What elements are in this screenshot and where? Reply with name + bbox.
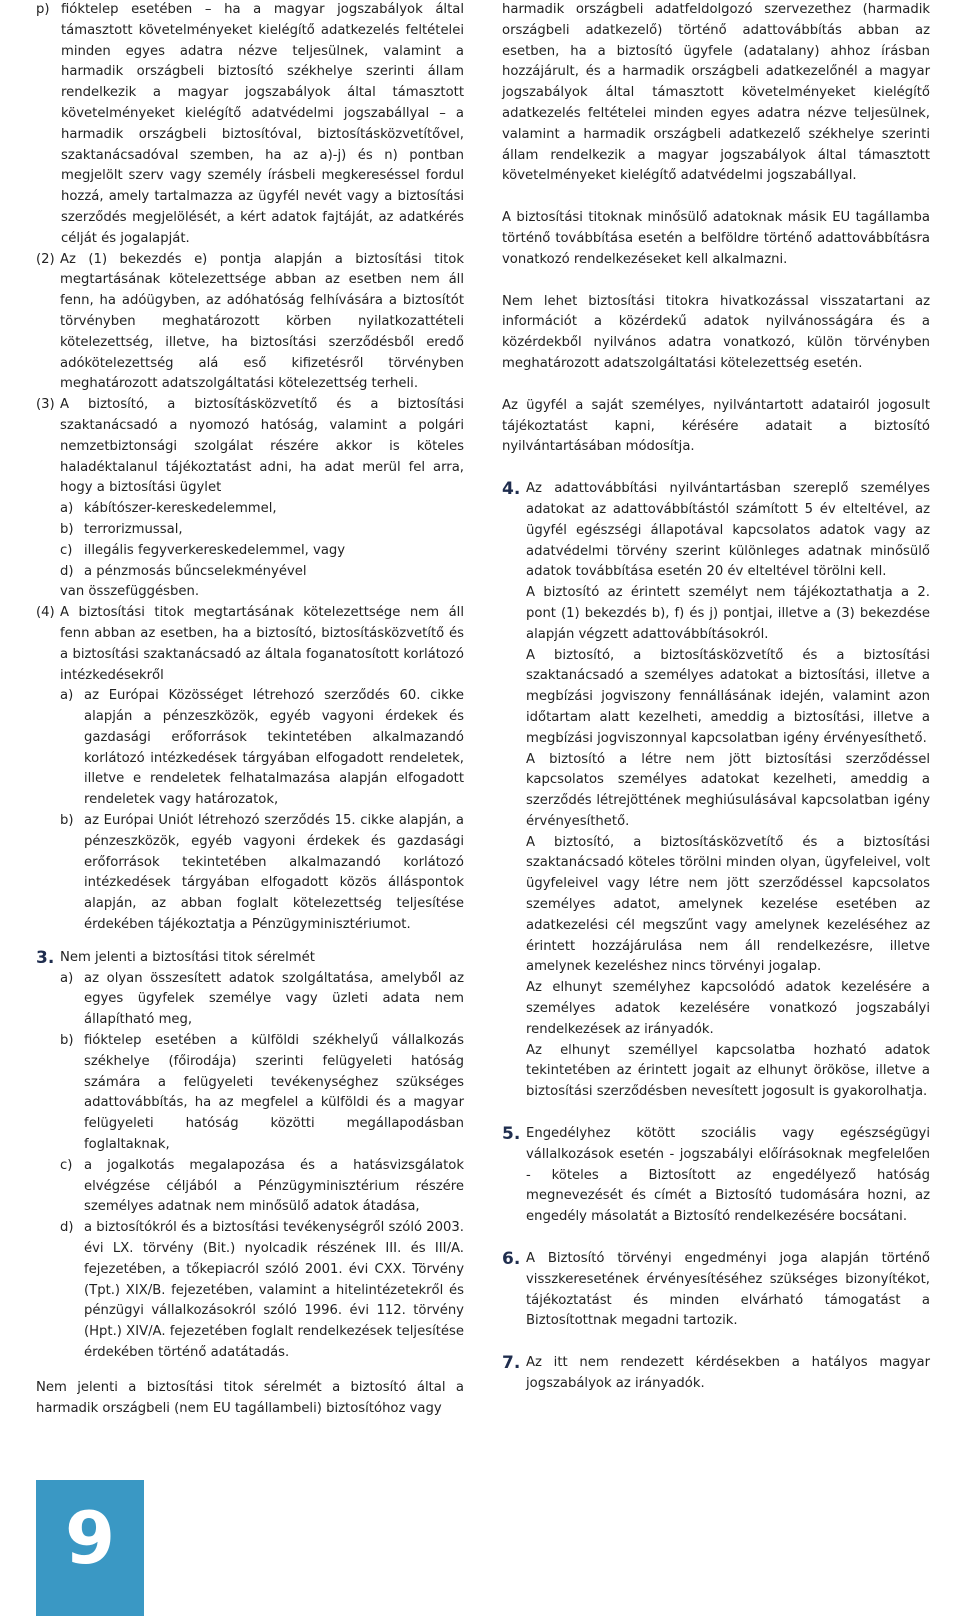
list-item [36,811,464,936]
section-paragraph: Az elhunyt személyhez kapcsolódó adatok kezelésére a személyes adatok kezelésére vonatkozó jogszabályi rendelkezések az irányadók. [526,980,930,1037]
intro-paragraph: A biztosítási titoknak minősülő adatoknak másik EU tagállamba történő továbbítása esetén a belföldre történő adattovábbításra vonatkozó rendelkezéseket kell alkalmazni. [502,210,930,267]
page-number: 9 [64,1496,116,1580]
section-text: Nem jelenti a biztosítási titok sérelmét [60,949,315,965]
right-column [502,0,930,1395]
list-item-label: d) [60,563,74,579]
list-item-text: fióktelep esetében a külföldi székhelyű vállalkozás székhelye (főirodája) szerinti felügyeleti hatóság számára a felügyeleti tevékenységhez szükséges adattovábbítás, ha az megfelel a külföldi és a magyar felügyeleti hatóság közötti megállapodásban foglaltaknak, [84,1033,464,1153]
list-item-label: b) [60,521,74,537]
section-7 [502,1353,930,1395]
list-item-text: az Európai Közösséget létrehozó szerződés 60. cikke alapján a pénzeszközök, egyéb vagyoni érdekek és gazdasági erőforrások tekintetében alkalmazandó korlátozó intézkedések tárgyában elfogadott rendeletek, illetve e rendeletek felhatalmazása alapján elfogadott rendeletek vagy határozatok, [84,688,464,808]
left-column [36,0,464,1419]
paragraph-tail: van összefüggésben. [60,584,200,600]
list-item [36,1031,464,1156]
list-item-label: a) [60,688,74,704]
list-item [36,1218,464,1364]
section-paragraph: Az itt nem rendezett kérdésekben a hatályos magyar jogszabályok az irányadók. [526,1355,930,1392]
list-item-text: kábítószer-kereskedelemmel, [84,501,277,517]
list-item-label: a) [60,501,74,517]
list-item-label: c) [60,542,73,558]
paragraph-text: A biztosító, a biztosításközvetítő és a biztosítási szaktanácsadó a nyomozó hatóság, valamint a polgári nemzetbiztonsági szolgálat részére akkor is köteles haladéktalanul tájékoztatást adni, ha adat merül fel arra, hogy a biztosítási ügylet [60,397,464,496]
list-item-text: a jogalkotás megalapozása és a hatásvizsgálatok elvégzése céljából a Pénzügyminisztérium részére személyes adatnak nem minősülő adatok átadása, [84,1157,464,1215]
item-p [36,0,464,250]
list-item-label: c) [60,1157,73,1173]
section-number: 5. [502,1124,521,1145]
closing-paragraph: Nem jelenti a biztosítási titok sérelmét a biztosító által a harmadik országbeli (nem EU tagállambeli) biztosítóhoz vagy [36,1379,464,1416]
item-label: p) [36,2,50,17]
paragraph-number: (3) [36,397,55,413]
section-paragraph: A biztosító a létre nem jött biztosítási szerződéssel kapcsolatos személyes adatokat kezelheti, ameddig a szerződés létrejöttének meghiúsulásával kapcsolatban igény érvényesíthető. [526,751,930,829]
section-3 [36,948,464,969]
list-item [36,686,464,811]
list-item-text: a biztosítókról és a biztosítási tevékenységről szóló 2003. évi LX. törvény (Bit.) nyolcadik részének III. és III/A. fejezetében, a tőkepiacról szóló 2001. évi CXX. Törvény (Tpt.) XIX/B. fejezetében, valamint a hitelintézetekről és pénzügyi vállalkozásokról szóló 1996. évi 112. törvény (Hpt.) XIV/A. fejezetében foglalt rendelkezések teljesítése érdekében történő adatátadás. [84,1220,464,1360]
paragraph-number: (4) [36,605,55,621]
list-item [36,562,464,583]
paragraph-2 [36,250,464,396]
section-5 [502,1124,930,1228]
section-4 [502,479,930,1103]
section-number: 6. [502,1249,521,1270]
intro-paragraph: harmadik országbeli adatfeldolgozó szervezethez (harmadik országbeli adatkezelő) történő adattovábbítás abban az esetben, ha a biztosító ügyfele (adatalany) ahhoz írásban hozzájárult, és a harmadik országbeli adatkezelőnél a magyar jogszabályok által támasztott követelményeket kielégítő adatkezelés feltételei minden egyes adatra nézve teljesülnek, valamint a harmadik országbeli adatkezelő székhelye szerinti állam rendelkezik a magyar jogszabályok által támasztott követelményeket kielégítő adatvédelmi jogszabállyal. [502,2,930,184]
page-number-box [36,1480,144,1616]
list-item [36,499,464,520]
list-item-label: b) [60,813,74,829]
list-item-label: d) [60,1220,74,1236]
list-item-text: terrorizmussal, [84,521,183,537]
list-item-text: az Európai Uniót létrehozó szerződés 15. cikke alapján, a pénzeszközök, egyéb vagyoni érdekek és gazdasági erőforrások tekintetében alkalmazandó korlátozó intézkedések tárgyában elfogadott közös álláspontok alapján, az abban foglalt kötelezettség teljesítése érdekében tájékoztatja a Pénzügyminisztériumot. [84,813,464,933]
section-paragraph: Az elhunyt személlyel kapcsolatba hozható adatok tekintetében az érintett jogait az elhunyt örököse, illetve a biztosítási szerződésben nevesített jogosult is gyakorolhatja. [526,1042,930,1100]
intro-paragraph: Nem lehet biztosítási titokra hivatkozással visszatartani az információt a közérdekű adatok nyilvánosságára és a közérdekből nyilvános adatra vonatkozó, külön törvényben meghatározott adatszolgáltatási kötelezettség esetén. [502,293,930,371]
list-item-text: illegális fegyverkereskedelemmel, vagy [84,542,346,558]
item-text: fióktelep esetében – ha a magyar jogszabályok által támasztott követelményeket kielégítő adatkezelés feltételei minden egyes adatra nézve teljesülnek, valamint a harmadik országbeli biztosító székhelye szerinti állam rendelkezik a magyar jogszabályok által támasztott követelményeket kielégítő adatvédelmi jogszabállyal – a harmadik országbeli biztosítóval, biztosításközvetítővel, szaktanácsadóval szemben, ha az a)-j) és n) pontban megjelölt szerv vagy személy írásbeli megkereséssel fordul hozzá, amely tartalmazza az ügyfél nevét vagy a biztosítási szerződés megjelölését, a kért adatok fajtáját, az adatkérés célját és jogalapját. [61,2,464,246]
section-paragraph: A biztosító az érintett személyt nem tájékoztathatja a 2. pont (1) bekezdés b), f) és j) pontjai, illetve a (3) bekezdése alapján végzett adattovábbításokról. [526,585,930,642]
list-item-text: a pénzmosás bűncselekményével [84,563,307,579]
list-item [36,1156,464,1218]
paragraph-4 [36,603,464,686]
list-item [36,969,464,1031]
section-number: 7. [502,1353,521,1374]
section-paragraph: Engedélyhez kötött szociális vagy egészségügyi vállalkozások esetén - jogszabályi előírásoknak megfelelően - köteles a Biztosított az engedélyező hatóság megnevezését és címét a Biztosító tudomására hozni, az engedély másolatát a Biztosító rendelkezésére bocsátani. [526,1126,930,1225]
paragraph-text: Az (1) bekezdés e) pontja alapján a biztosítási titok megtartásának kötelezettsége abban az esetben nem áll fenn, ha adóügyben, az adóhatóság felhívására a biztosítót törvényben meghatározott körben nyilatkozattételi kötelezettség, illetve, ha biztosítási szerződésből eredő adókötelezettség alá eső kifizetésről törvényben meghatározott adatszolgáltatási kötelezettség terheli. [60,251,464,392]
section-paragraph: A Biztosító törvényi engedményi joga alapján történő visszkeresetének érvényesítéséhez szükséges bizonyítékot, tájékoztatást és minden elvárható támogatást a Biztosítottnak megadni tartozik. [526,1251,930,1329]
paragraph-number: (2) [36,251,55,267]
list-item [36,520,464,541]
list-item-text: az olyan összesített adatok szolgáltatása, amelyből az egyes ügyfelek személye vagy üzleti adata nem állapítható meg, [84,970,464,1028]
list-item-label: b) [60,1033,74,1049]
section-paragraph: A biztosító, a biztosításközvetítő és a biztosítási szaktanácsadó köteles törölni minden olyan, ügyfeleivel, volt ügyfeleivel vagy létre nem jött szerződéssel kapcsolatos személyes adatot, amelynek kezelése esetében az adatkezelési cél megszűnt vagy amelynek kezeléséhez az érintett hozzájárulása nem áll rendelkezésre, illetve amelynek kezeléshez nincs törvényi jogalap. [526,834,930,975]
paragraph-text: A biztosítási titok megtartásának kötelezettsége nem áll fenn abban az esetben, ha a biztosító, biztosításközvetítő és a biztosítási szaktanácsadó az általa foganatosított korlátozó intézkedésekről [60,605,464,683]
intro-paragraph: Az ügyfél a saját személyes, nyilvántartott adatairól jogosult tájékoztatást kapni, kérésére adatait a biztosító nyilvántartásában módosítja. [502,397,930,455]
section-6 [502,1249,930,1332]
section-number: 3. [36,947,55,968]
list-item-label: a) [60,970,74,986]
paragraph-3 [36,395,464,499]
section-paragraph: A biztosító, a biztosításközvetítő és a biztosítási szaktanácsadó a személyes adatokat a biztosítási, illetve a megbízási jogviszony fennállásának idején, valamint azon időtartam alatt kezelheti, ameddig a biztosítási, illetve a megbízási jogviszonnyal kapcsolatban igény érvényesíthető. [526,647,930,746]
section-number: 4. [502,479,521,500]
section-paragraph: Az adattovábbítási nyilvántartásban szereplő személyes adatokat az adattovábbítástól számított 5 év elteltével, az ügyfél egészségi állapotával kapcsolatos adatok vagy az adatvédelmi törvény szerint különleges adatnak minősülő adatok továbbítása esetén 20 év elteltével törölni kell. [526,481,930,580]
list-item [36,541,464,562]
